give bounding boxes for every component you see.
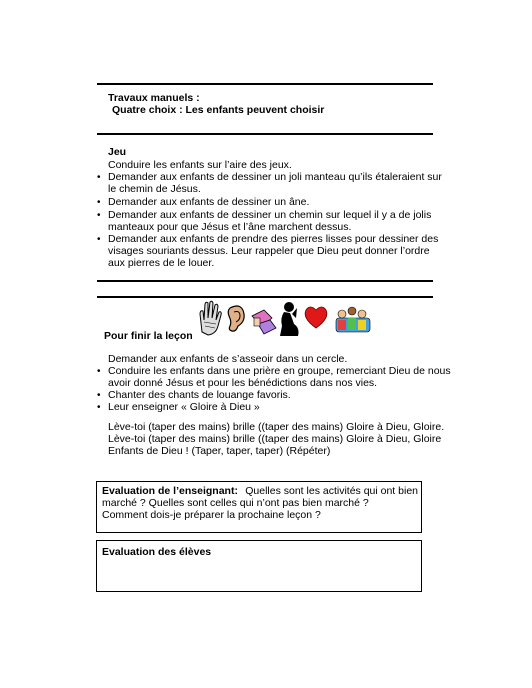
teacher-eval-line2: marché ? Quelles sont celles qui n’ont pas bien marché ? xyxy=(102,497,369,509)
crafts-title: Travaux manuels : xyxy=(108,92,200,104)
list-item-cont: aux pierres de le louer. xyxy=(108,257,215,269)
bullet-icon: • xyxy=(97,402,101,413)
bullet-icon: • xyxy=(97,390,101,401)
list-item: Leur enseigner « Gloire à Dieu » xyxy=(108,401,260,413)
teacher-eval-label: Evaluation de l’enseignant: xyxy=(102,485,238,497)
praying-person-icon xyxy=(280,302,299,336)
student-eval-label: Evaluation des élèves xyxy=(102,546,212,558)
list-item: Chanter des chants de louange favoris. xyxy=(108,389,291,401)
teacher-evaluation-box[interactable] xyxy=(96,481,422,533)
clipart-strip xyxy=(196,298,372,338)
list-item: Demander aux enfants de dessiner un joli manteau qu’ils étaleraient sur xyxy=(108,171,442,183)
top-rule xyxy=(97,83,433,85)
song-line: Enfants de Dieu ! (Taper, taper, taper) (Répéter) xyxy=(108,445,331,457)
children-group-icon xyxy=(336,307,370,332)
song-line: Lève-toi (taper des mains) brille ((taper des mains) Gloire à Dieu, Gloire. xyxy=(108,421,445,433)
list-item: Conduire les enfants dans une prière en groupe, remerciant Dieu de nous xyxy=(108,365,451,377)
list-item-cont: le chemin de Jésus. xyxy=(108,183,201,195)
heart-icon xyxy=(305,307,327,328)
bullet-icon: • xyxy=(97,234,101,245)
game-heading: Jeu xyxy=(108,146,127,158)
student-evaluation-box[interactable] xyxy=(96,540,422,592)
closing-intro: Demander aux enfants de s’asseoir dans un cercle. xyxy=(108,353,348,365)
ear-icon xyxy=(228,306,244,331)
praying-hand-icon xyxy=(200,301,221,335)
bullet-icon: • xyxy=(97,210,101,221)
list-item-cont: avoir donné Jésus et pour les bénédictions dans nos vies. xyxy=(108,377,378,389)
game-bottom-rule xyxy=(97,280,433,282)
crafts-subtitle: Quatre choix : Les enfants peuvent choisir xyxy=(112,104,325,116)
teacher-eval-line1 xyxy=(102,485,418,497)
teacher-eval-question: Quelles sont les activités qui ont bien xyxy=(245,485,418,497)
bullet-icon: • xyxy=(97,197,101,208)
closing-heading: Pour finir la leçon xyxy=(104,330,193,342)
list-item: Demander aux enfants de prendre des pierres lisses pour dessiner des xyxy=(108,233,439,245)
bullet-icon: • xyxy=(97,172,101,183)
list-item-cont: visages souriants dessus. Leur rappeler que Dieu peut donner l’ordre xyxy=(108,245,430,257)
song-line: Lève-toi (taper des mains) brille ((taper des mains) Gloire à Dieu, Gloire xyxy=(108,433,442,445)
list-item: Demander aux enfants de dessiner un chemin sur lequel il y a de jolis xyxy=(108,209,432,221)
list-item: Demander aux enfants de dessiner un âne. xyxy=(108,196,310,208)
game-rule xyxy=(97,133,433,135)
hands-icon xyxy=(252,310,276,334)
list-item-cont: manteaux pour que Jésus et l’âne marchent dessus. xyxy=(108,221,352,233)
bullet-icon: • xyxy=(97,366,101,377)
teacher-eval-line3: Comment dois-je préparer la prochaine leçon ? xyxy=(102,509,321,521)
game-intro: Conduire les enfants sur l’aire des jeux. xyxy=(108,159,292,171)
